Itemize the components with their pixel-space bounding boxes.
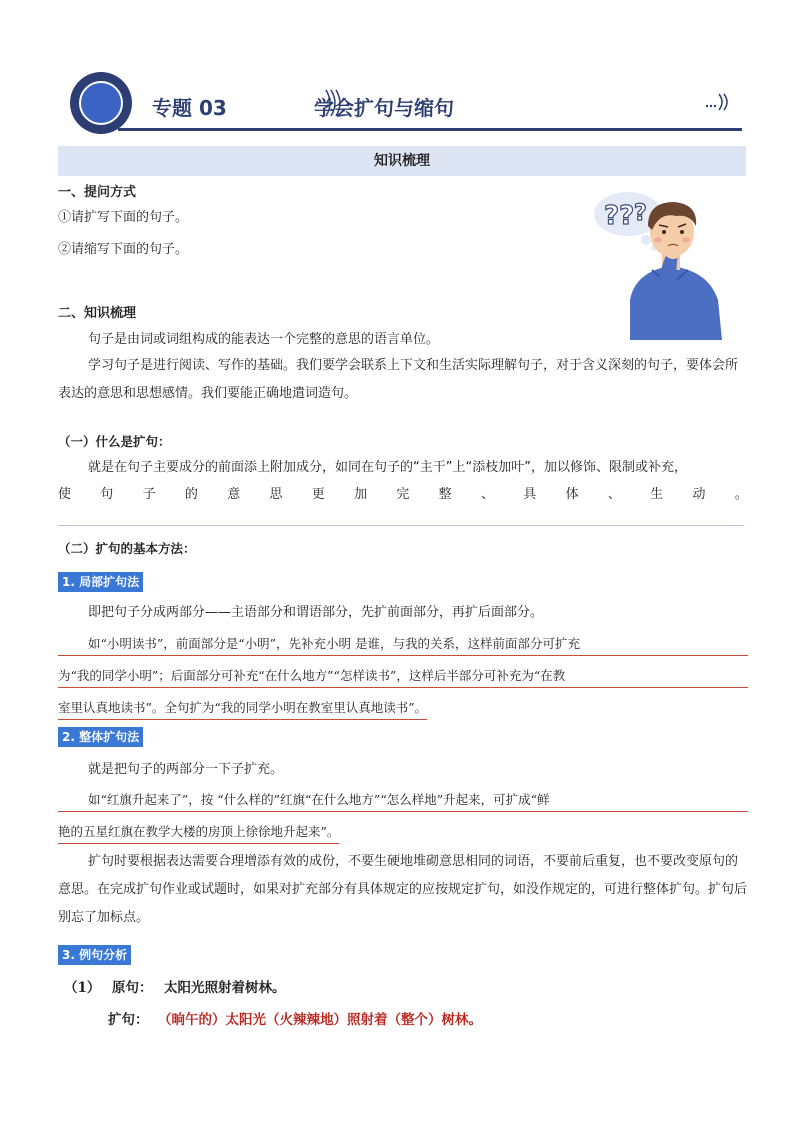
- section-title-bar: 知识梳理: [58, 146, 746, 176]
- justified-char: 思: [269, 487, 283, 502]
- justified-char: 意: [227, 487, 241, 502]
- method2-example-line-2: 艳的五星红旗在教学大楼的房顶上徐徐地升起来”。: [58, 816, 339, 848]
- method1-label: 1. 局部扩句法: [58, 572, 143, 592]
- justified-char: 整: [438, 487, 452, 502]
- method2-para: 就是把句子的两部分一下子扩充。: [88, 762, 284, 777]
- divider-line: [58, 525, 744, 526]
- sub1-para-1: 就是在句子主要成分的前面添上附加成分，如同在句子的“主干”上“添枝加叶”，加以修饰、限制或补充，: [88, 460, 687, 475]
- expanded-label: 扩句：: [108, 1012, 149, 1028]
- justified-char: 动: [692, 487, 706, 502]
- justified-char: 生: [650, 487, 664, 502]
- method2-example: [58, 784, 748, 848]
- svg-text:??: ??: [604, 201, 635, 231]
- method1-example-line-3: 室里认真地读书”。全句扩为“我的同学小明在教室里认真地读书”。: [58, 692, 427, 724]
- part2-para-1: 句子是由词或词组构成的能表达一个完整的意思的语言单位。: [88, 332, 440, 347]
- expanded-sentence: （晌午的）太阳光（火辣辣地）照射着（整个）树林。: [158, 1012, 482, 1028]
- original-sentence: 太阳光照射着树林。: [164, 980, 286, 996]
- part2-para-2: 学习句子是进行阅读、写作的基础。我们要学会联系上下文和生活实际理解句子，对于含义深刻的句子，要体会所表达的意思和思想感情。我们要能正确地遣词造句。: [58, 358, 739, 401]
- sub2-heading: （二）扩句的基本方法：: [58, 541, 196, 556]
- header-circle-inner: [79, 81, 123, 125]
- justified-char: 、: [607, 487, 621, 502]
- justified-char: 加: [354, 487, 368, 502]
- part1-heading: 一、提问方式: [58, 185, 137, 200]
- header-underline: [118, 128, 742, 131]
- svg-text:?: ?: [634, 201, 647, 226]
- method1-example-line-2: 为“我的同学小明”；后面部分可补充“在什么地方”“怎样读书”，这样后半部分可补充为“在教: [58, 660, 748, 692]
- method1-example-line-1: 如“小明读书”，前面部分是“小明”，先补充小明 是谁，与我的关系，这样前面部分可扩充: [58, 628, 748, 660]
- justified-char: 具: [523, 487, 537, 502]
- page-header: [70, 72, 742, 134]
- justified-char: 更: [311, 487, 325, 502]
- part1-item-1: ①请扩写下面的句子。: [58, 210, 189, 225]
- header-right-deco: [704, 92, 734, 112]
- method3-label: 3. 例句分析: [58, 945, 131, 965]
- method2-label: 2. 整体扩句法: [58, 727, 143, 747]
- example-item-number: （1）: [64, 980, 101, 996]
- justified-char: 体: [565, 487, 579, 502]
- topic-code: 专题 03: [152, 96, 227, 120]
- header-circle-badge: [70, 72, 132, 134]
- justified-char: 。: [734, 487, 748, 502]
- justified-char: 句: [100, 487, 114, 502]
- method2-note: 扩句时要根据表达需要合理增添有效的成份，不要生硬地堆砌意思相同的词语，不要前后重复，也不要改变原句的意思。在完成扩句作业或试题时，如果对扩充部分有具体规定的应按规定扩句，如没作规定的，可进行整体扩句。扩句后别忘了加标点。: [58, 854, 748, 925]
- sub1-heading: （一）什么是扩句：: [58, 434, 171, 449]
- justified-char: 使: [58, 487, 72, 502]
- justified-char: 子: [142, 487, 156, 502]
- method2-example-line-1: 如“红旗升起来了”，按 “什么样的”红旗“在什么地方”“怎么样地”升起来，可扩成“鲜: [58, 784, 748, 816]
- justified-char: 的: [184, 487, 198, 502]
- method1-example: [58, 628, 748, 724]
- page-title: 学会扩句与缩句: [314, 96, 454, 120]
- sub1-para-2: [58, 485, 748, 505]
- justified-char: 、: [480, 487, 494, 502]
- part1-item-2: ②请缩写下面的句子。: [58, 242, 189, 257]
- confused-man-illustration: [590, 190, 740, 340]
- justified-char: 完: [396, 487, 410, 502]
- original-label: 原句：: [112, 980, 153, 996]
- part2-heading: 二、知识梳理: [58, 306, 137, 321]
- method1-para: 即把句子分成两部分——主语部分和谓语部分，先扩前面部分，再扩后面部分。: [88, 605, 544, 620]
